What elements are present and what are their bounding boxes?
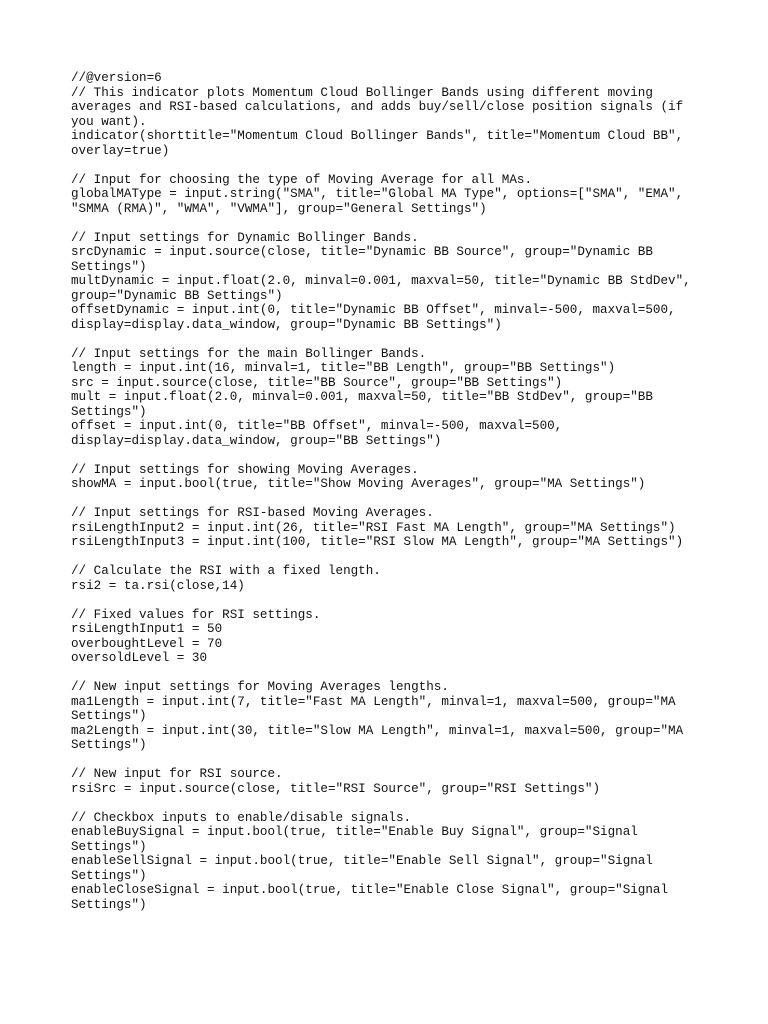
code-line: rsiLengthInput2 = input.int(26, title="RSI Fast MA Length", group="MA Settings"): [71, 520, 676, 535]
code-line: rsiLengthInput3 = input.int(100, title="RSI Slow MA Length", group="MA Settings"): [71, 535, 684, 549]
code-comment-line: // Input settings for the main Bollinger Bands.: [71, 346, 427, 361]
code-block-ma-lengths: [71, 680, 711, 753]
code-block-main-bb: [71, 347, 711, 449]
code-line: length = input.int(16, minval=1, title="BB Length", group="BB Settings"): [71, 361, 616, 375]
code-comment-line: // Input settings for RSI-based Moving Averages.: [71, 506, 434, 520]
code-line: indicator(shorttitle="Momentum Cloud Bollinger Bands", title="Momentum Cloud BB",: [71, 129, 684, 143]
code-line: display=display.data_window, group="BB Settings"): [71, 433, 442, 448]
code-line: averages and RSI-based calculations, and adds buy/sell/close position signals (if: [71, 100, 684, 114]
code-line: enableCloseSignal = input.bool(true, title="Enable Close Signal", group="Signal: [71, 883, 669, 897]
code-block-header: [71, 71, 711, 158]
code-comment-line: // New input settings for Moving Averages lengths.: [71, 680, 449, 694]
code-block-signals: [71, 811, 711, 913]
code-comment-line: //@version=6: [71, 71, 162, 85]
code-line: Settings"): [71, 404, 147, 419]
code-line: enableSellSignal = input.bool(true, title="Enable Sell Signal", group="Signal: [71, 854, 653, 868]
code-comment-line: // Input settings for showing Moving Averages.: [71, 462, 419, 477]
code-line: showMA = input.bool(true, title="Show Moving Averages", group="MA Settings"): [71, 477, 646, 491]
code-line: Settings"): [71, 839, 147, 854]
code-line: "SMMA (RMA)", "WMA", "VWMA"], group="General Settings"): [71, 201, 487, 216]
code-block-show-ma: [71, 463, 711, 492]
code-line: rsi2 = ta.rsi(close,14): [71, 578, 245, 593]
code-line: offset = input.int(0, title="BB Offset", minval=-500, maxval=500,: [71, 419, 563, 433]
code-block-rsi-ma: [71, 506, 711, 550]
code-line: rsiSrc = input.source(close, title="RSI Source", group="RSI Settings"): [71, 781, 601, 796]
code-line: Settings"): [71, 897, 147, 912]
code-line: ma2Length = input.int(30, title="Slow MA Length", minval=1, maxval=500, group="MA: [71, 723, 684, 738]
code-line: overboughtLevel = 70: [71, 636, 223, 651]
code-line: offsetDynamic = input.int(0, title="Dynamic BB Offset", minval=-500, maxval=500,: [71, 303, 676, 317]
code-comment-line: // Checkbox inputs to enable/disable signals.: [71, 810, 412, 825]
code-line: Settings"): [71, 868, 147, 883]
code-line: Settings"): [71, 738, 147, 752]
code-comment-line: // Calculate the RSI with a fixed length.: [71, 564, 381, 578]
code-block-ma-type: [71, 173, 711, 217]
code-block-dynamic-bb: [71, 231, 711, 333]
code-comment-line: // New input for RSI source.: [71, 767, 283, 781]
code-line: rsiLengthInput1 = 50: [71, 622, 223, 636]
code-comment-line: // Fixed values for RSI settings.: [71, 607, 321, 622]
code-line: overlay=true): [71, 143, 170, 158]
code-line: oversoldLevel = 30: [71, 651, 208, 665]
code-line: srcDynamic = input.source(close, title="Dynamic BB Source", group="Dynamic BB: [71, 245, 653, 259]
code-line: multDynamic = input.float(2.0, minval=0.001, maxval=50, title="Dynamic BB StdDev",: [71, 274, 691, 288]
code-comment-line: // Input settings for Dynamic Bollinger Bands.: [71, 230, 419, 245]
code-document: [71, 71, 711, 927]
code-line: enableBuySignal = input.bool(true, title="Enable Buy Signal", group="Signal: [71, 825, 638, 839]
code-comment-line: // Input for choosing the type of Moving Average for all MAs.: [71, 172, 533, 187]
code-line: Settings"): [71, 259, 147, 274]
code-line: Settings"): [71, 709, 147, 723]
code-line: you want).: [71, 114, 147, 129]
code-line: globalMAType = input.string("SMA", title="Global MA Type", options=["SMA", "EMA",: [71, 187, 684, 201]
code-line: src = input.source(close, title="BB Source", group="BB Settings"): [71, 375, 563, 390]
code-block-rsi-calc: [71, 564, 711, 593]
code-line: display=display.data_window, group="Dynamic BB Settings"): [71, 317, 502, 332]
code-line: // This indicator plots Momentum Cloud Bollinger Bands using different moving: [71, 85, 653, 100]
code-line: group="Dynamic BB Settings"): [71, 288, 283, 303]
code-line: mult = input.float(2.0, minval=0.001, maxval=50, title="BB StdDev", group="BB: [71, 390, 653, 404]
code-block-rsi-source: [71, 767, 711, 796]
code-block-rsi-fixed: [71, 608, 711, 666]
code-line: ma1Length = input.int(7, title="Fast MA Length", minval=1, maxval=500, group="MA: [71, 694, 676, 709]
